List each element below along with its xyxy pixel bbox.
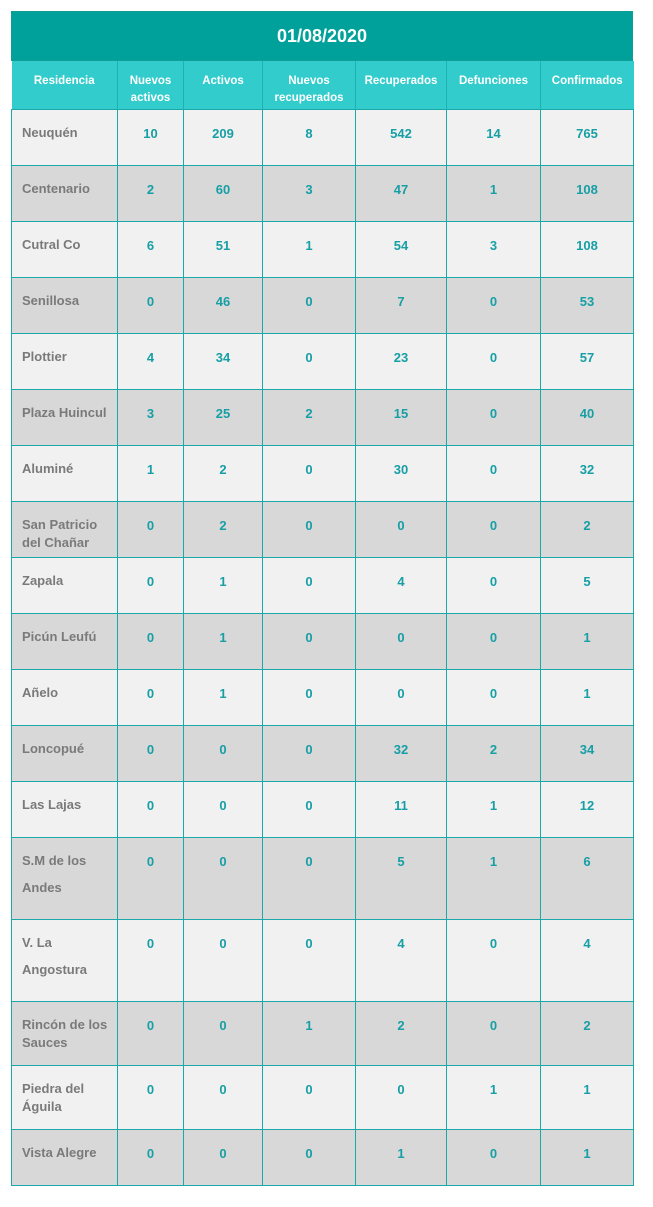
table-row (12, 389, 634, 445)
confirmados-cell: 6 (541, 837, 634, 919)
residencia-cell: Aluminé (12, 445, 118, 501)
nuevos-activos-cell: 0 (118, 1129, 184, 1185)
nuevos-recuperados-cell: 0 (263, 919, 356, 1001)
nuevos-activos-cell: 0 (118, 277, 184, 333)
table-row (12, 277, 634, 333)
residencia-cell: Centenario (12, 165, 118, 221)
confirmados-cell: 1 (541, 1129, 634, 1185)
confirmados-cell: 108 (541, 221, 634, 277)
confirmados-cell: 57 (541, 333, 634, 389)
data-table (11, 61, 634, 1186)
defunciones-cell: 1 (447, 165, 541, 221)
nuevos-recuperados-cell: 0 (263, 1129, 356, 1185)
table-row (12, 919, 634, 1001)
covid-report-table (11, 11, 633, 1186)
residencia-cell: Picún Leufú (12, 613, 118, 669)
table-row (12, 333, 634, 389)
nuevos-activos-cell: 10 (118, 109, 184, 165)
confirmados-cell: 40 (541, 389, 634, 445)
recuperados-cell: 30 (356, 445, 447, 501)
nuevos-activos-cell: 0 (118, 1065, 184, 1129)
defunciones-cell: 1 (447, 837, 541, 919)
residencia-cell: San Patricio del Chañar (12, 501, 118, 557)
activos-cell: 2 (184, 445, 263, 501)
header-nuevos-activos: Nuevos activos (118, 61, 184, 109)
nuevos-activos-cell: 2 (118, 165, 184, 221)
activos-cell: 51 (184, 221, 263, 277)
confirmados-cell: 1 (541, 1065, 634, 1129)
nuevos-activos-cell: 0 (118, 557, 184, 613)
residencia-cell: Las Lajas (12, 781, 118, 837)
activos-cell: 2 (184, 501, 263, 557)
defunciones-cell: 3 (447, 221, 541, 277)
activos-cell: 209 (184, 109, 263, 165)
nuevos-recuperados-cell: 0 (263, 613, 356, 669)
recuperados-cell: 47 (356, 165, 447, 221)
table-row (12, 445, 634, 501)
residencia-cell: S.M de los Andes (12, 837, 118, 919)
nuevos-recuperados-cell: 1 (263, 1001, 356, 1065)
confirmados-cell: 12 (541, 781, 634, 837)
activos-cell: 0 (184, 1129, 263, 1185)
header-confirmados: Confirmados (541, 61, 634, 109)
nuevos-activos-cell: 0 (118, 725, 184, 781)
nuevos-recuperados-cell: 0 (263, 669, 356, 725)
nuevos-recuperados-cell: 3 (263, 165, 356, 221)
recuperados-cell: 542 (356, 109, 447, 165)
nuevos-activos-cell: 0 (118, 501, 184, 557)
table-row (12, 837, 634, 919)
recuperados-cell: 4 (356, 557, 447, 613)
nuevos-activos-cell: 4 (118, 333, 184, 389)
residencia-cell: Loncopué (12, 725, 118, 781)
nuevos-activos-cell: 0 (118, 1001, 184, 1065)
table-row (12, 613, 634, 669)
nuevos-recuperados-cell: 0 (263, 837, 356, 919)
nuevos-activos-cell: 0 (118, 669, 184, 725)
activos-cell: 0 (184, 781, 263, 837)
table-row (12, 501, 634, 557)
recuperados-cell: 0 (356, 1065, 447, 1129)
table-row (12, 109, 634, 165)
defunciones-cell: 1 (447, 1065, 541, 1129)
confirmados-cell: 34 (541, 725, 634, 781)
defunciones-cell: 0 (447, 445, 541, 501)
nuevos-activos-cell: 0 (118, 837, 184, 919)
nuevos-recuperados-cell: 0 (263, 1065, 356, 1129)
confirmados-cell: 5 (541, 557, 634, 613)
recuperados-cell: 32 (356, 725, 447, 781)
activos-cell: 46 (184, 277, 263, 333)
nuevos-activos-cell: 0 (118, 613, 184, 669)
residencia-cell: Cutral Co (12, 221, 118, 277)
nuevos-activos-cell: 0 (118, 919, 184, 1001)
recuperados-cell: 1 (356, 1129, 447, 1185)
activos-cell: 0 (184, 725, 263, 781)
defunciones-cell: 0 (447, 1001, 541, 1065)
header-defunciones: Defunciones (447, 61, 541, 109)
residencia-cell: Plaza Huincul (12, 389, 118, 445)
activos-cell: 0 (184, 837, 263, 919)
defunciones-cell: 14 (447, 109, 541, 165)
defunciones-cell: 0 (447, 1129, 541, 1185)
activos-cell: 25 (184, 389, 263, 445)
defunciones-cell: 1 (447, 781, 541, 837)
defunciones-cell: 0 (447, 333, 541, 389)
recuperados-cell: 23 (356, 333, 447, 389)
table-row (12, 1129, 634, 1185)
table-row (12, 1065, 634, 1129)
activos-cell: 1 (184, 669, 263, 725)
defunciones-cell: 0 (447, 389, 541, 445)
activos-cell: 0 (184, 919, 263, 1001)
confirmados-cell: 1 (541, 613, 634, 669)
recuperados-cell: 0 (356, 501, 447, 557)
defunciones-cell: 0 (447, 613, 541, 669)
table-row (12, 221, 634, 277)
recuperados-cell: 15 (356, 389, 447, 445)
nuevos-recuperados-cell: 0 (263, 781, 356, 837)
confirmados-cell: 2 (541, 1001, 634, 1065)
header-nuevos-recuperados: Nuevos recuperados (263, 61, 356, 109)
confirmados-cell: 32 (541, 445, 634, 501)
table-row (12, 557, 634, 613)
nuevos-recuperados-cell: 0 (263, 557, 356, 613)
nuevos-recuperados-cell: 2 (263, 389, 356, 445)
activos-cell: 0 (184, 1001, 263, 1065)
table-row (12, 165, 634, 221)
nuevos-recuperados-cell: 8 (263, 109, 356, 165)
table-row (12, 725, 634, 781)
nuevos-recuperados-cell: 0 (263, 501, 356, 557)
nuevos-recuperados-cell: 0 (263, 277, 356, 333)
table-row (12, 669, 634, 725)
residencia-cell: Piedra del Águila (12, 1065, 118, 1129)
recuperados-cell: 11 (356, 781, 447, 837)
activos-cell: 34 (184, 333, 263, 389)
nuevos-activos-cell: 3 (118, 389, 184, 445)
residencia-cell: Vista Alegre (12, 1129, 118, 1185)
defunciones-cell: 0 (447, 669, 541, 725)
nuevos-recuperados-cell: 1 (263, 221, 356, 277)
header-recuperados: Recuperados (356, 61, 447, 109)
defunciones-cell: 0 (447, 277, 541, 333)
confirmados-cell: 2 (541, 501, 634, 557)
recuperados-cell: 7 (356, 277, 447, 333)
nuevos-recuperados-cell: 0 (263, 445, 356, 501)
nuevos-recuperados-cell: 0 (263, 333, 356, 389)
activos-cell: 60 (184, 165, 263, 221)
activos-cell: 1 (184, 557, 263, 613)
residencia-cell: Plottier (12, 333, 118, 389)
defunciones-cell: 2 (447, 725, 541, 781)
nuevos-activos-cell: 1 (118, 445, 184, 501)
residencia-cell: Zapala (12, 557, 118, 613)
recuperados-cell: 5 (356, 837, 447, 919)
residencia-cell: Rincón de los Sauces (12, 1001, 118, 1065)
residencia-cell: V. La Angostura (12, 919, 118, 1001)
residencia-cell: Neuquén (12, 109, 118, 165)
confirmados-cell: 4 (541, 919, 634, 1001)
confirmados-cell: 1 (541, 669, 634, 725)
confirmados-cell: 53 (541, 277, 634, 333)
header-activos: Activos (184, 61, 263, 109)
recuperados-cell: 2 (356, 1001, 447, 1065)
defunciones-cell: 0 (447, 501, 541, 557)
recuperados-cell: 0 (356, 613, 447, 669)
defunciones-cell: 0 (447, 919, 541, 1001)
confirmados-cell: 108 (541, 165, 634, 221)
recuperados-cell: 54 (356, 221, 447, 277)
recuperados-cell: 4 (356, 919, 447, 1001)
activos-cell: 1 (184, 613, 263, 669)
defunciones-cell: 0 (447, 557, 541, 613)
nuevos-activos-cell: 6 (118, 221, 184, 277)
nuevos-recuperados-cell: 0 (263, 725, 356, 781)
report-date-title: 01/08/2020 (11, 11, 633, 61)
recuperados-cell: 0 (356, 669, 447, 725)
residencia-cell: Senillosa (12, 277, 118, 333)
table-row (12, 1001, 634, 1065)
activos-cell: 0 (184, 1065, 263, 1129)
residencia-cell: Añelo (12, 669, 118, 725)
table-row (12, 781, 634, 837)
nuevos-activos-cell: 0 (118, 781, 184, 837)
header-residencia: Residencia (12, 61, 118, 109)
header-row (12, 61, 634, 109)
confirmados-cell: 765 (541, 109, 634, 165)
